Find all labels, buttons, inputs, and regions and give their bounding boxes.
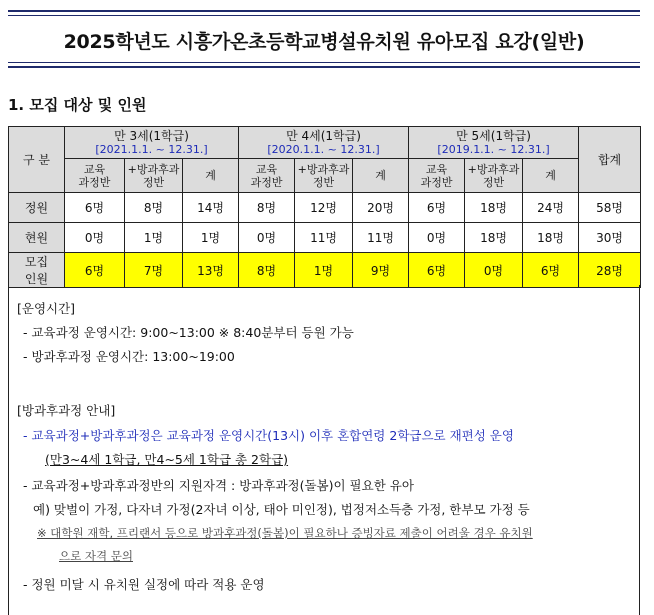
table-cell: 28명 [579, 253, 641, 288]
table-cell: 11명 [353, 223, 409, 253]
age5-range: [2019.1.1. ~ 12.31.] [437, 143, 550, 156]
table-cell: 1명 [125, 223, 183, 253]
table-cell: 0명 [465, 253, 523, 288]
table-cell: 8명 [239, 193, 295, 223]
sub-header-cell: 계 [523, 159, 579, 193]
table-cell: 6명 [409, 253, 465, 288]
operating-line-1: - 교육과정 운영시간: 9:00~13:00 ※ 8:40분부터 등원 가능 [23, 325, 354, 340]
afterschool-line-1: - 교육과정+방과후과정은 교육과정 운영시간(13시) 이후 혼합연령 2학급으로 재편성 운영 [23, 428, 514, 443]
table-cell: 24명 [523, 193, 579, 223]
table-cell: 6명 [65, 253, 125, 288]
table-cell: 58명 [579, 193, 641, 223]
age4-range: [2020.1.1. ~ 12.31.] [267, 143, 380, 156]
sub-header-cell: 계 [183, 159, 239, 193]
table-cell: 6명 [523, 253, 579, 288]
table-cell: 14명 [183, 193, 239, 223]
table-cell: 1명 [295, 253, 353, 288]
table-cell: 1명 [183, 223, 239, 253]
afterschool-note-1: ※ 대학원 재학, 프리랜서 등으로 방과후과정(돌봄)이 필요하나 증빙자료 제출이 어려울 경우 유치원 [37, 526, 533, 540]
table-cell: 0명 [239, 223, 295, 253]
afterschool-line-2: - 교육과정+방과후과정반의 지원자격 : 방과후과정(돌봄)이 필요한 유아 [23, 478, 414, 493]
total-header: 합계 [579, 127, 641, 193]
table-cell: 11명 [295, 223, 353, 253]
afterschool-line-3: 예) 맞벌이 가정, 다자녀 가정(2자녀 이상, 태아 미인정), 법정저소득층 가정, 한부모 가정 등 [33, 502, 530, 517]
sub-header-cell: 교육 과정반 [239, 159, 295, 193]
table-cell: 0명 [409, 223, 465, 253]
operating-line-2: - 방과후과정 운영시간: 13:00~19:00 [23, 349, 235, 364]
title-banner [8, 10, 640, 68]
afterschool-heading: [방과후과정 안내] [17, 403, 116, 418]
afterschool-note-2: 으로 자격 문의 [59, 549, 133, 563]
table-cell: 6명 [409, 193, 465, 223]
age3-label: 만 3세(1학급) [114, 129, 189, 143]
table-cell: 8명 [125, 193, 183, 223]
row-label: 현원 [9, 223, 65, 253]
sub-header-cell: +방과후과 정반 [465, 159, 523, 193]
table-cell: 18명 [465, 223, 523, 253]
table-cell: 18명 [465, 193, 523, 223]
sub-header-cell: 교육 과정반 [65, 159, 125, 193]
table-row [9, 253, 641, 288]
row-label: 모집 인원 [9, 253, 65, 288]
sub-header-cell: +방과후과 정반 [295, 159, 353, 193]
table-row [9, 223, 641, 253]
table-cell: 9명 [353, 253, 409, 288]
age5-header [409, 127, 579, 159]
table-row [9, 193, 641, 223]
age5-label: 만 5세(1학급) [456, 129, 531, 143]
sub-header-cell: +방과후과 정반 [125, 159, 183, 193]
table-cell: 12명 [295, 193, 353, 223]
subheader-row [9, 159, 641, 193]
table-cell: 6명 [65, 193, 125, 223]
table-cell: 8명 [239, 253, 295, 288]
age4-label: 만 4세(1학급) [286, 129, 361, 143]
table-cell: 18명 [523, 223, 579, 253]
corner-header: 구 분 [9, 127, 65, 193]
afterschool-line-1b: (만3~4세 1학급, 만4~5세 1학급 총 2학급) [45, 452, 289, 467]
sub-header-cell: 계 [353, 159, 409, 193]
afterschool-line-4: - 정원 미달 시 유치원 실정에 따라 적용 운영 [23, 577, 265, 592]
table-cell: 20명 [353, 193, 409, 223]
table-cell: 30명 [579, 223, 641, 253]
operating-heading: [운영시간] [17, 301, 76, 316]
table-cell: 13명 [183, 253, 239, 288]
table-cell: 0명 [65, 223, 125, 253]
info-box [8, 285, 640, 615]
row-label: 정원 [9, 193, 65, 223]
table-cell: 7명 [125, 253, 183, 288]
section-heading: 1. 모집 대상 및 인원 [8, 96, 147, 114]
page-title: 2025학년도 시흥가온초등학교병설유치원 유아모집 요강(일반) [63, 31, 585, 53]
sub-header-cell: 교육 과정반 [409, 159, 465, 193]
age3-range: [2021.1.1. ~ 12.31.] [95, 143, 208, 156]
age3-header [65, 127, 239, 159]
recruitment-table [8, 126, 641, 288]
age4-header [239, 127, 409, 159]
